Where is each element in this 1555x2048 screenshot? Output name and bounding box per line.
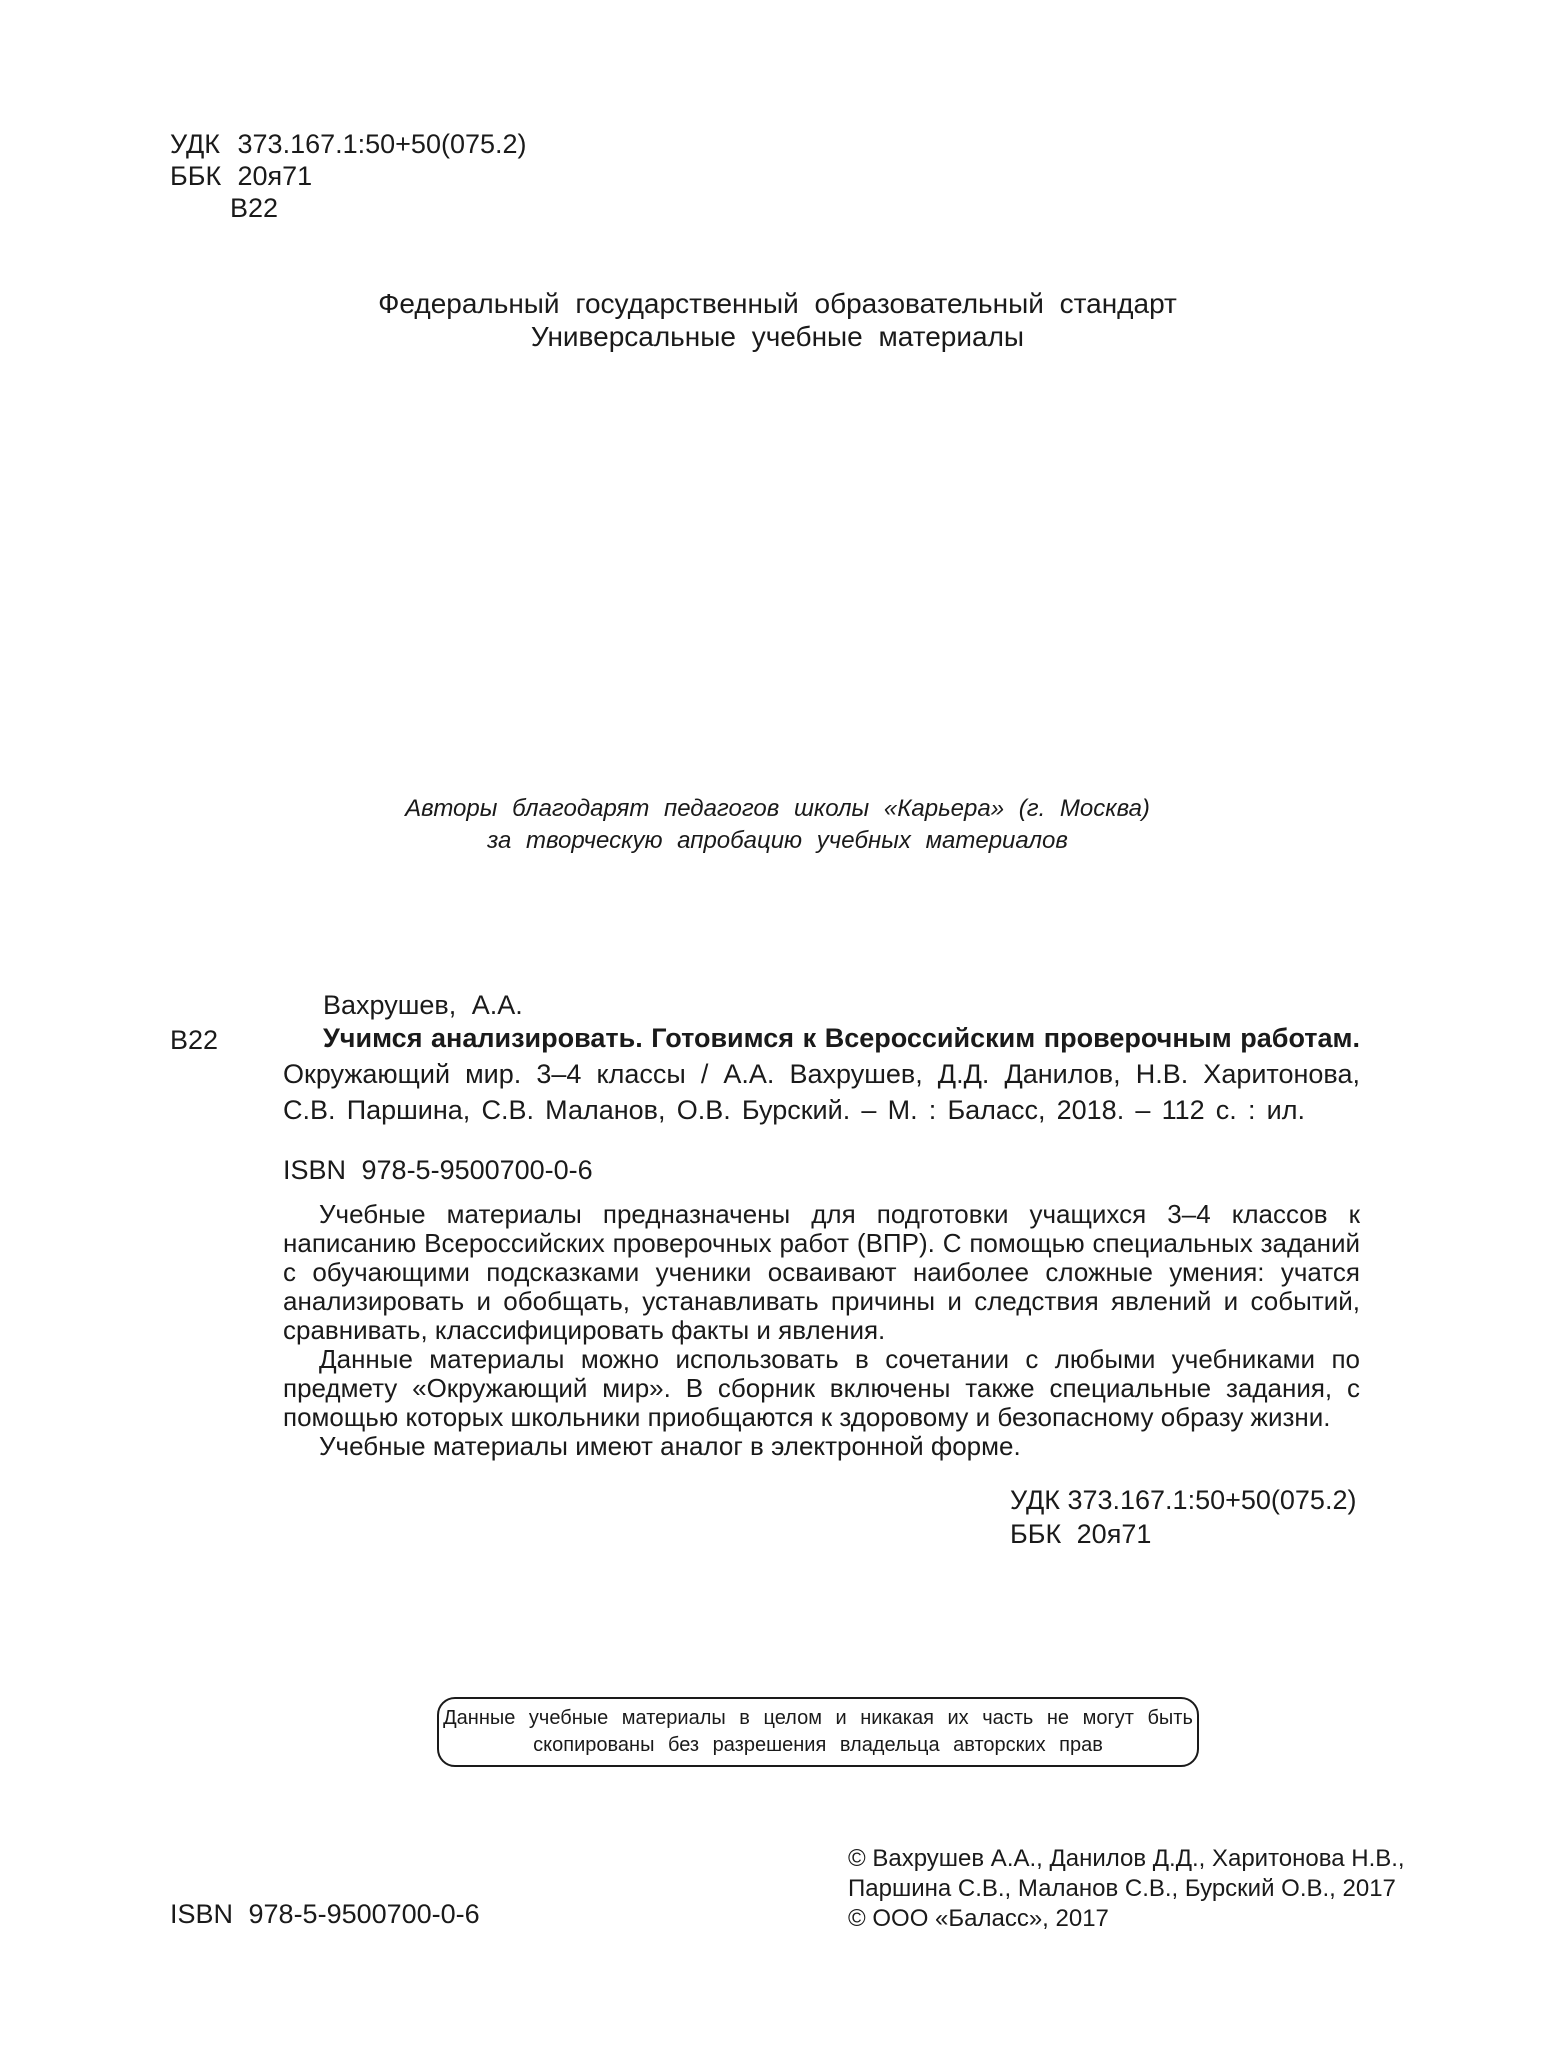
udk-line <box>170 128 527 160</box>
annotation <box>283 1200 1360 1461</box>
catalog-line3: Окружающий мир. 3–4 классы / А.А. Вахрушев, Д.Д. Данилов, Н.В. Харитонова, <box>283 1059 1360 1089</box>
bbk-value: 20я71 <box>237 161 313 191</box>
catalog-line4: С.В. Паршина, С.В. Маланов, О.В. Бурский. – М. : Баласс, 2018. – 112 с. : ил. <box>283 1095 1305 1125</box>
copyright-publisher: © ООО «Баласс», 2017 <box>848 1905 1109 1932</box>
classification-udk: УДК 373.167.1:50+50(075.2) <box>1010 1485 1357 1515</box>
annotation-paragraph-2: Данные материалы можно использовать в сочетании с любыми учебниками по предмету «Окружающий мир». В сборник включены также специальные задания, с помощью которых школьники приобщаются к здоровому и безопасному образу жизни. <box>283 1344 1360 1432</box>
catalog-title: Учимся анализировать. Готовимся к Всероссийским проверочным работам. <box>323 1023 1360 1053</box>
standard-subtitle: Универсальные учебные материалы <box>530 321 1025 352</box>
bbk-line <box>170 160 312 192</box>
catalog-author: Вахрушев, А.А. <box>323 990 523 1020</box>
acknowledgement-line1: Авторы благодарят педагогов школы «Карьера» (г. Москва) <box>405 795 1150 822</box>
copyright-authors-line2: Паршина С.В., Маланов С.В., Бурский О.В., 2017 <box>848 1875 1396 1902</box>
copyright-authors-line1: © Вахрушев А.А., Данилов Д.Д., Харитонова Н.В., <box>848 1845 1405 1872</box>
annotation-paragraph-3: Учебные материалы имеют аналог в электронной форме. <box>319 1431 1021 1461</box>
copyright-notice-box <box>437 1697 1199 1767</box>
catalog-isbn: ISBN 978-5-9500700-0-6 <box>283 1155 593 1185</box>
catalog-author-mark: В22 <box>170 1025 219 1055</box>
notice-line1: Данные учебные материалы в целом и никакая их часть не могут быть <box>443 1707 1193 1729</box>
standard-title: Федеральный государственный образовательный стандарт <box>378 288 1177 319</box>
udk-label: УДК <box>170 129 220 159</box>
author-mark-top: В22 <box>230 193 279 223</box>
annotation-paragraph-1: Учебные материалы предназначены для подготовки учащихся 3–4 классов к написанию Всероссийских проверочных работ (ВПР). С помощью специальных заданий с обучающими подсказками ученики осваивают наиболее сложные умения: учатся анализировать и обобщать, устанавливать причины и следствия явлений и событий, сравнивать, классифицировать факты и явления. <box>283 1199 1360 1345</box>
footer-isbn: ISBN 978-5-9500700-0-6 <box>170 1899 480 1929</box>
classification-bbk: ББК 20я71 <box>1010 1519 1152 1549</box>
acknowledgement-line2: за творческую апробацию учебных материалов <box>487 827 1068 854</box>
notice-line2: скопированы без разрешения владельца авторских прав <box>533 1734 1103 1756</box>
bbk-label: ББК <box>170 161 222 191</box>
udk-value: 373.167.1:50+50(075.2) <box>237 129 527 159</box>
